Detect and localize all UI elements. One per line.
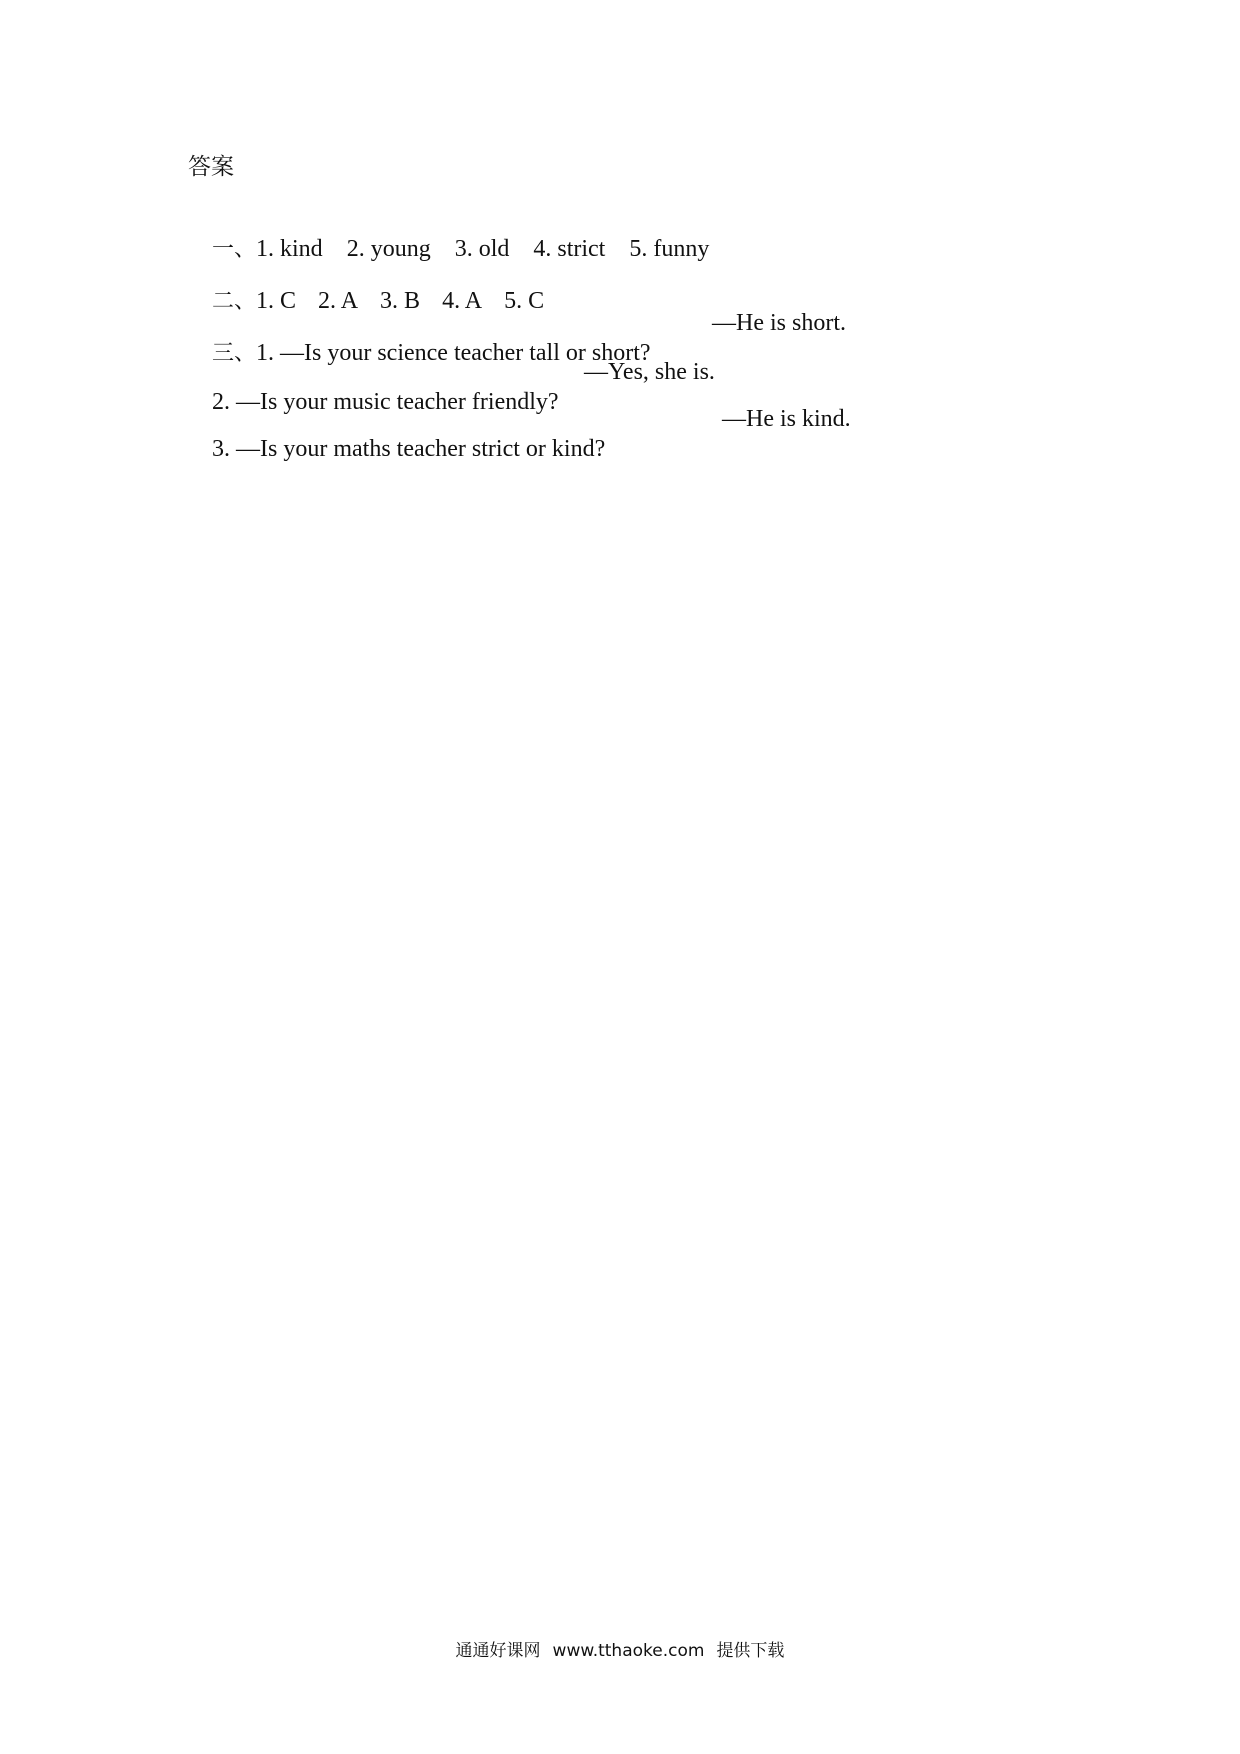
page-title: 答案 <box>188 154 234 180</box>
section-2-item: 4. A <box>442 288 483 314</box>
footer-url: www.tthaoke.com <box>552 1641 705 1661</box>
section-3-prefix: 三、 <box>212 341 257 366</box>
footer-site-name: 通通好课网 <box>455 1641 541 1661</box>
dialogue-answer: —Yes, she is. <box>584 359 715 385</box>
dialogue-answer: —He is kind. <box>722 406 851 432</box>
section-2-item: 3. B <box>380 288 421 314</box>
section-1-item: 4. strict <box>533 236 606 262</box>
dialogue-question: 3. —Is your maths teacher strict or kind? <box>212 436 606 462</box>
section-2-item: 5. C <box>504 288 545 314</box>
dialogue-question: 1. —Is your science teacher tall or short? <box>256 340 651 366</box>
dialogue-question: 2. —Is your music teacher friendly? <box>212 389 559 415</box>
page-footer <box>0 1636 1240 1661</box>
section-1-item: 1. kind <box>256 236 323 262</box>
section-1-prefix: 一、 <box>212 237 257 262</box>
dialogue-answer: —He is short. <box>712 310 846 336</box>
section-1-item: 5. funny <box>629 236 710 262</box>
section-2-item: 2. A <box>318 288 359 314</box>
section-1-item: 3. old <box>454 236 510 262</box>
section-2-item: 1. C <box>256 288 297 314</box>
footer-suffix: 提供下载 <box>716 1641 785 1661</box>
section-1-item: 2. young <box>346 236 431 262</box>
answer-section-3-line-3 <box>188 404 851 524</box>
section-2-prefix: 二、 <box>212 289 257 314</box>
